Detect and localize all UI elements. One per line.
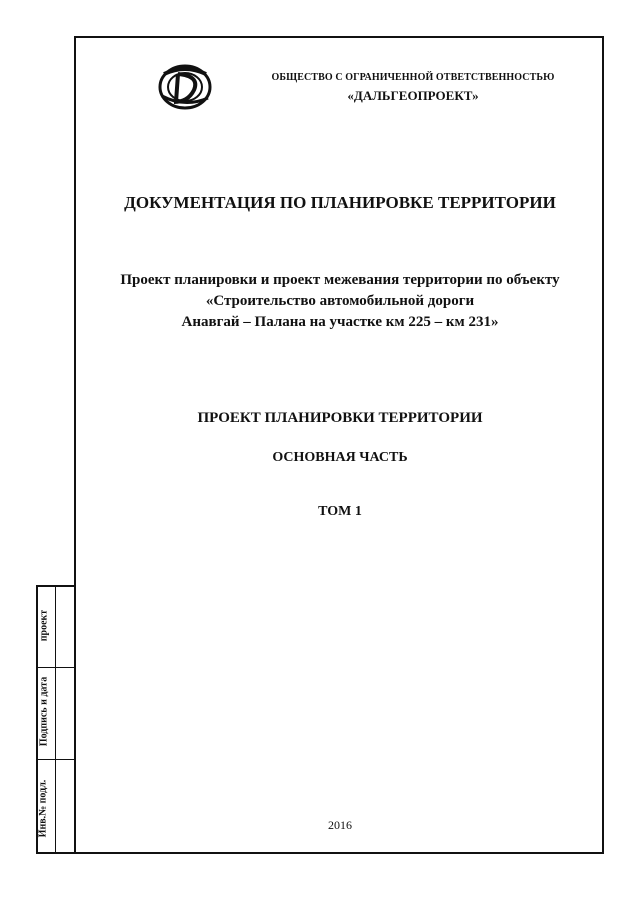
section-title: ПРОЕКТ ПЛАНИРОВКИ ТЕРРИТОРИИ bbox=[197, 410, 483, 426]
company-name: «ДАЛЬГЕОПРОЕКТ» bbox=[347, 88, 479, 103]
description-line: Проект планировки и проект межевания территории по объекту bbox=[120, 272, 560, 288]
description-line: Анавгай – Палана на участке км 225 – км 231» bbox=[181, 314, 499, 330]
document-year: 2016 bbox=[328, 818, 352, 832]
dalgeoproekt-logo-icon bbox=[156, 62, 214, 112]
stamp-inventory-label: Инв.№ подл. bbox=[37, 779, 49, 838]
volume-number: ТОМ 1 bbox=[318, 504, 362, 519]
stamp-divider bbox=[55, 587, 56, 852]
description-line: «Строительство автомобильной дороги bbox=[205, 293, 475, 309]
stamp-signature-label: Подпись и дата bbox=[38, 676, 50, 747]
company-type: ОБЩЕСТВО С ОГРАНИЧЕННОЙ ОТВЕТСТВЕННОСТЬЮ bbox=[271, 72, 555, 83]
page-frame bbox=[74, 36, 604, 854]
document-title: ДОКУМЕНТАЦИЯ ПО ПЛАНИРОВКЕ ТЕРРИТОРИИ bbox=[124, 193, 556, 212]
project-description bbox=[80, 270, 600, 333]
stamp-project-label: проект bbox=[38, 609, 50, 642]
part-title: ОСНОВНАЯ ЧАСТЬ bbox=[272, 450, 408, 465]
